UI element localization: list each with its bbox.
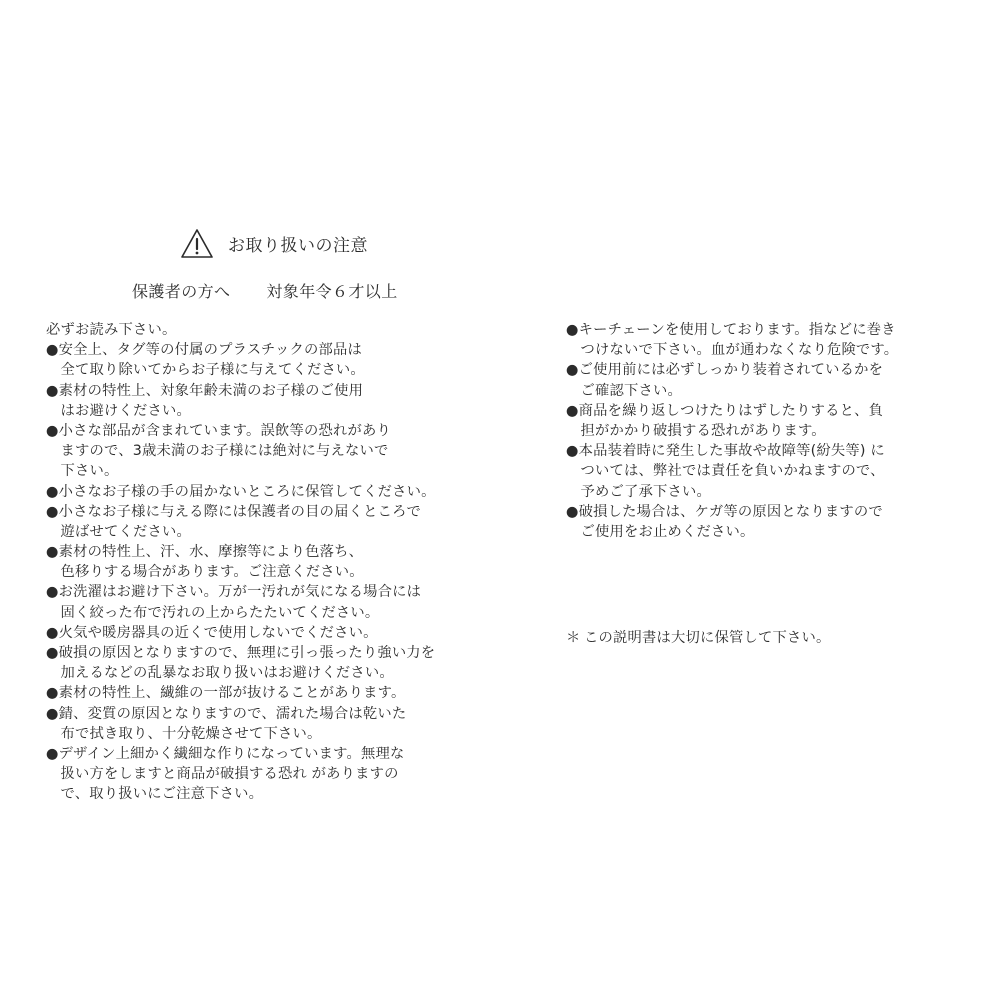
right-line: ●ご使用前には必ずしっかり装着されているかを (566, 362, 884, 379)
left-line: ●素材の特性上、対象年齢未満のお子様のご使用 (46, 382, 364, 399)
left-column (46, 320, 486, 805)
left-line: で、取り扱いにご注意下さい。 (46, 786, 264, 803)
right-line: ●キーチェーンを使用しております。指などに巻き (566, 322, 896, 338)
right-line: ご使用をお止めください。 (566, 523, 755, 540)
left-line: 布で拭き取り、十分乾燥させて下さい。 (46, 725, 322, 742)
left-line: ●素材の特性上、汗、水、摩擦等により色落ち、 (46, 544, 364, 561)
storage-footnote (566, 627, 830, 647)
left-line: ●小さな部品が含まれています。誤飲等の恐れがあり (46, 422, 391, 439)
right-column (566, 320, 966, 542)
audience-row (132, 279, 398, 302)
right-line: ついては、弊社では責任を負いかねますので、 (566, 463, 885, 480)
left-line: 色移りする場合があります。ご注意ください。 (46, 564, 364, 581)
left-line: 必ずお読み下さい。 (46, 322, 177, 338)
right-line: 予めご了承下さい。 (566, 483, 711, 500)
right-line: 担がかかり破損する恐れがあります。 (566, 422, 826, 439)
left-line: はお避けください。 (46, 402, 191, 419)
left-line: 下さい。 (46, 463, 119, 480)
right-line: ●本品装着時に発生した事故や故障等(紛失等) に (566, 443, 885, 460)
page-title: お取り扱いの注意 (228, 235, 368, 256)
left-line: ●破損の原因となりますので、無理に引っ張ったり強い力を (46, 645, 436, 661)
left-line: 加えるなどの乱暴なお取り扱いはお避けください。 (46, 665, 394, 682)
right-line: つけないで下さい。血が通わなくなり危険です。 (566, 342, 899, 359)
left-line: ●小さなお子様に与える際には保護者の目の届くところで (46, 503, 421, 520)
right-line: ●破損した場合は、ケガ等の原因となりますので (566, 503, 883, 520)
left-line: ●安全上、タグ等の付属のプラスチックの部品は (46, 342, 362, 359)
asterisk-mark: ＊ (566, 630, 581, 646)
left-line: 固く絞った布で汚れの上からたたいてください。 (46, 604, 380, 621)
left-line: 全て取り除いてからお子様に与えてください。 (46, 362, 365, 379)
left-line: ●お洗濯はお避け下さい。万が一汚れが気になる場合には (46, 584, 422, 601)
audience-guardian: 保護者の方へ (132, 282, 231, 301)
right-line: ご確認下さい。 (566, 382, 682, 399)
left-line: 扱い方をしますと商品が破損する恐れ がありますの (46, 766, 399, 783)
left-line: ●素材の特性上、繊維の一部が抜けることがあります。 (46, 685, 406, 702)
footnote-text: この説明書は大切に保管して下さい。 (584, 630, 831, 646)
left-line: ●火気や暖房器具の近くで使用しないでください。 (46, 624, 378, 641)
left-line: ますので、3歳未満のお子様には絶対に与えないで (46, 443, 389, 460)
left-line: 遊ばせてください。 (46, 523, 191, 540)
audience-age: 対象年令６才以上 (266, 282, 398, 301)
left-line: ●デザイン上細かく繊細な作りになっています。無理な (46, 745, 405, 762)
warning-triangle-icon (180, 228, 214, 259)
left-line: ●錆、変質の原因となりますので、濡れた場合は乾いた (46, 705, 407, 722)
title-row (180, 223, 368, 263)
right-line: ●商品を繰り返しつけたりはずしたりすると、負 (566, 402, 884, 419)
left-line: ●小さなお子様の手の届かないところに保管してください。 (46, 483, 436, 500)
